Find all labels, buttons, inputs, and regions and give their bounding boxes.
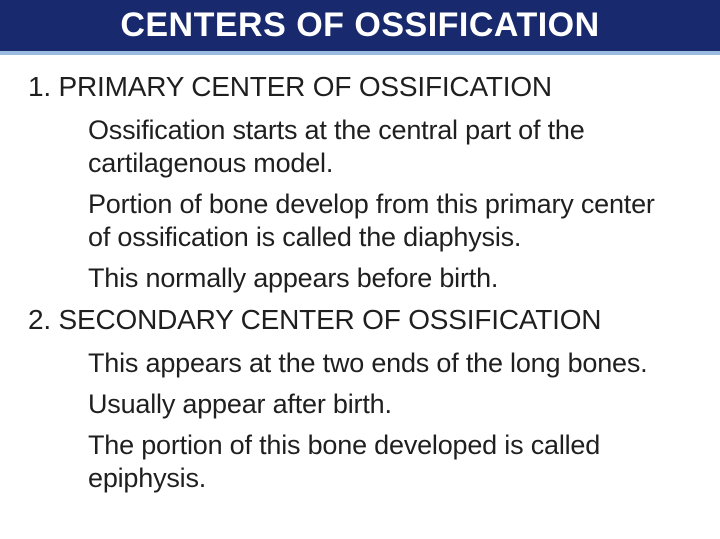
body-paragraph [88, 188, 700, 254]
body-line: Portion of bone develop from this primary center [88, 189, 655, 219]
slide-title-bar [0, 0, 720, 55]
body-paragraph [88, 114, 700, 180]
body-line: epiphysis. [88, 463, 207, 493]
slide-title: CENTERS OF OSSIFICATION [120, 6, 600, 44]
section-heading-primary: 1. PRIMARY CENTER OF OSSIFICATION [28, 71, 552, 102]
body-line: cartilagenous model. [88, 148, 334, 178]
body-paragraph [88, 429, 700, 495]
body-line: This normally appears before birth. [88, 263, 499, 293]
body-paragraph [88, 388, 700, 421]
body-line: This appears at the two ends of the long bones. [88, 348, 648, 378]
body-line: Usually appear after birth. [88, 389, 392, 419]
section-heading-secondary: 2. SECONDARY CENTER OF OSSIFICATION [28, 304, 602, 335]
body-line: Ossification starts at the central part of the [88, 115, 585, 145]
body-line: The portion of this bone developed is called [88, 430, 601, 460]
slide-body [0, 55, 720, 495]
body-paragraph [88, 262, 700, 295]
body-paragraph [88, 347, 700, 380]
body-line: of ossification is called the diaphysis. [88, 222, 522, 252]
